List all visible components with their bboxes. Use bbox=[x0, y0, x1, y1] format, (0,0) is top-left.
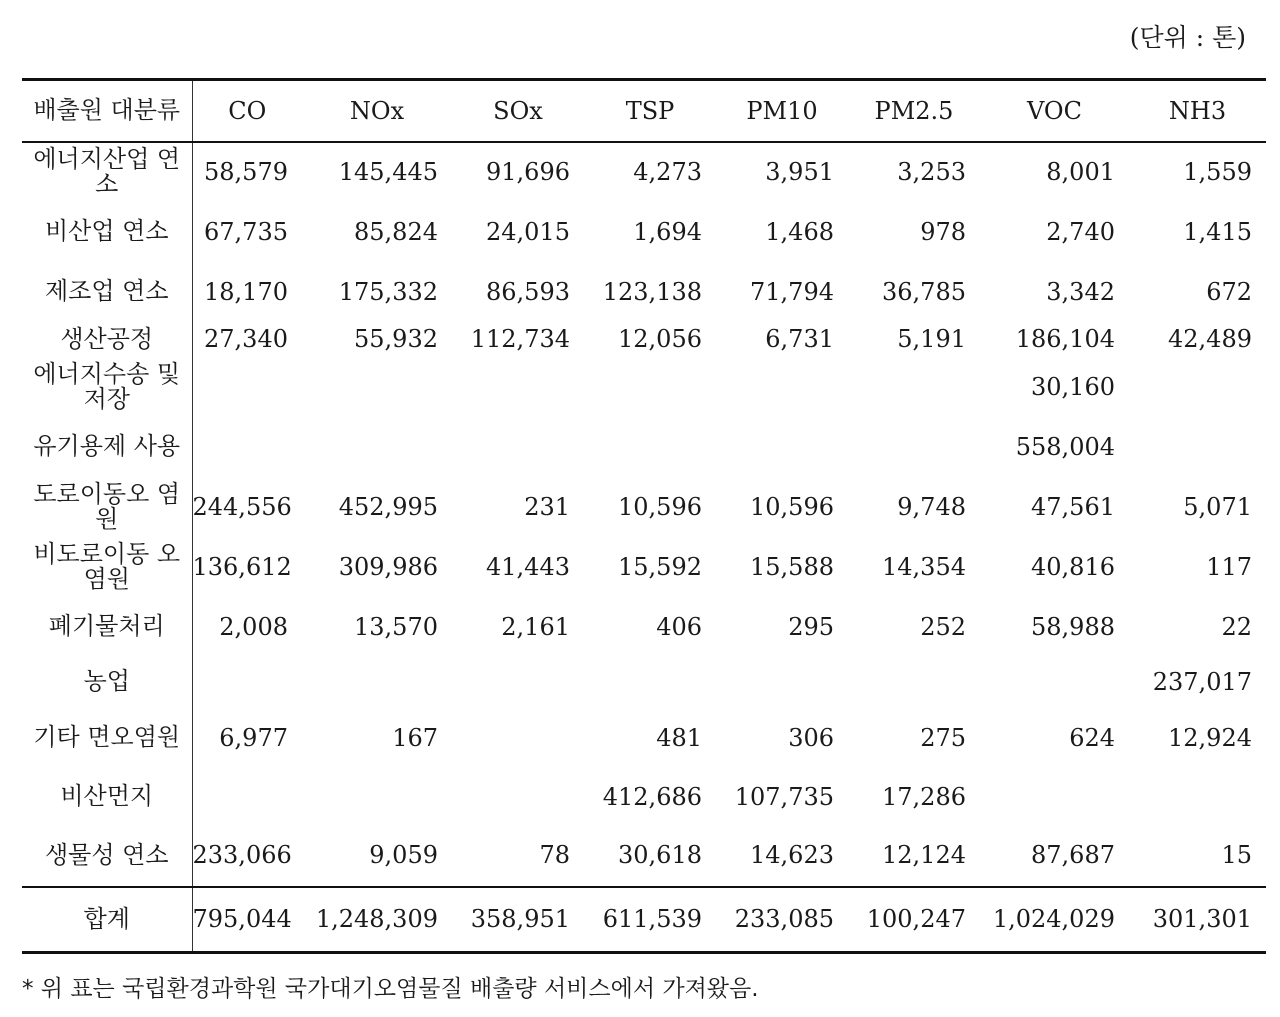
table-cell: 145,445 bbox=[338, 158, 438, 186]
table-cell: 18,170 bbox=[204, 277, 288, 306]
table-cell: 55,932 bbox=[354, 325, 438, 353]
table-cell: 309,986 bbox=[338, 552, 438, 581]
table-cell: 14,623 bbox=[750, 841, 834, 869]
table-cell: 558,004 bbox=[1015, 432, 1115, 461]
table-row bbox=[22, 707, 1266, 769]
row-category: 유기용제 사용 bbox=[22, 417, 192, 477]
total-label: 합계 bbox=[22, 887, 192, 953]
table-cell bbox=[302, 657, 452, 707]
table-row bbox=[22, 202, 1266, 262]
row-category: 비산먼지 bbox=[22, 769, 192, 825]
table-cell bbox=[848, 417, 980, 477]
table-cell: 275 bbox=[920, 723, 966, 752]
table-cell: 85,824 bbox=[354, 217, 438, 246]
table-cell: 252 bbox=[920, 612, 966, 641]
table-cell: 91,696 bbox=[486, 158, 570, 186]
table-cell: 8,001 bbox=[1046, 158, 1115, 186]
table-cell: 672 bbox=[1206, 277, 1252, 306]
table-cell: 1,559 bbox=[1183, 158, 1252, 186]
table-cell bbox=[452, 769, 584, 825]
header-tsp: TSP bbox=[584, 80, 716, 142]
total-cell: 358,951 bbox=[452, 887, 584, 953]
table-cell: 27,340 bbox=[204, 325, 288, 353]
unit-label: (단위 : 톤) bbox=[1129, 23, 1246, 52]
table-cell: 12,124 bbox=[882, 841, 966, 869]
table-cell: 22 bbox=[1221, 612, 1252, 641]
table-cell: 2,161 bbox=[501, 612, 570, 641]
emissions-table bbox=[22, 78, 1266, 954]
table-cell bbox=[584, 357, 716, 417]
table-cell: 12,924 bbox=[1168, 723, 1252, 752]
row-category: 생산공정 bbox=[22, 322, 192, 357]
total-cell: 795,044 bbox=[192, 887, 302, 953]
row-category: 제조업 연소 bbox=[22, 262, 192, 322]
table-cell: 295 bbox=[788, 612, 834, 641]
table-cell: 12,056 bbox=[618, 325, 702, 353]
table-cell: 412,686 bbox=[602, 782, 702, 811]
table-cell bbox=[302, 417, 452, 477]
table-cell bbox=[584, 657, 716, 707]
header-sox: SOx bbox=[452, 80, 584, 142]
table-cell: 6,731 bbox=[765, 325, 834, 353]
table-cell: 15,592 bbox=[618, 552, 702, 581]
table-cell: 2,740 bbox=[1046, 217, 1115, 246]
table-cell: 67,735 bbox=[204, 217, 288, 246]
table-cell: 42,489 bbox=[1168, 325, 1252, 353]
table-cell: 136,612 bbox=[192, 552, 292, 581]
table-row bbox=[22, 262, 1266, 322]
table-cell bbox=[302, 769, 452, 825]
table-cell: 24,015 bbox=[486, 217, 570, 246]
table-cell: 978 bbox=[920, 217, 966, 246]
header-co: CO bbox=[192, 80, 302, 142]
table-row bbox=[22, 825, 1266, 887]
row-category: 기타 면오염원 bbox=[22, 707, 192, 769]
table-cell bbox=[980, 769, 1129, 825]
table-row bbox=[22, 142, 1266, 202]
table-cell bbox=[1129, 357, 1266, 417]
table-cell bbox=[1129, 769, 1266, 825]
total-cell: 1,024,029 bbox=[980, 887, 1129, 953]
table-cell bbox=[302, 357, 452, 417]
header-pm25: PM2.5 bbox=[848, 80, 980, 142]
row-category: 비산업 연소 bbox=[22, 202, 192, 262]
table-cell: 30,618 bbox=[618, 841, 702, 869]
table-cell: 15,588 bbox=[750, 552, 834, 581]
table-cell: 10,596 bbox=[618, 492, 702, 521]
table-cell bbox=[452, 657, 584, 707]
table-cell: 13,570 bbox=[354, 612, 438, 641]
header-nh3: NH3 bbox=[1129, 80, 1266, 142]
table-row bbox=[22, 769, 1266, 825]
table-row bbox=[22, 357, 1266, 417]
table-cell: 231 bbox=[524, 492, 570, 521]
footnote: * 위 표는 국립환경과학원 국가대기오염물질 배출량 서비스에서 가져왔음. bbox=[22, 976, 759, 1002]
table-cell: 112,734 bbox=[470, 325, 570, 353]
table-cell: 14,354 bbox=[882, 552, 966, 581]
table-cell: 306 bbox=[788, 723, 834, 752]
table-cell: 1,415 bbox=[1183, 217, 1252, 246]
table-cell bbox=[192, 357, 302, 417]
table-cell bbox=[452, 417, 584, 477]
table-cell: 452,995 bbox=[338, 492, 438, 521]
total-row bbox=[22, 887, 1266, 953]
table-row bbox=[22, 417, 1266, 477]
table-cell: 58,988 bbox=[1031, 612, 1115, 641]
total-cell: 233,085 bbox=[716, 887, 848, 953]
total-cell: 301,301 bbox=[1129, 887, 1266, 953]
total-cell: 100,247 bbox=[848, 887, 980, 953]
table-row bbox=[22, 477, 1266, 537]
table-cell: 78 bbox=[539, 841, 570, 869]
header-nox: NOx bbox=[302, 80, 452, 142]
table-cell: 6,977 bbox=[219, 723, 288, 752]
table-row bbox=[22, 322, 1266, 357]
table-cell: 107,735 bbox=[734, 782, 834, 811]
table-cell: 41,443 bbox=[486, 552, 570, 581]
table-row bbox=[22, 657, 1266, 707]
table-cell: 47,561 bbox=[1031, 492, 1115, 521]
table-cell: 117 bbox=[1206, 552, 1252, 581]
table-cell: 36,785 bbox=[882, 277, 966, 306]
table-cell: 244,556 bbox=[192, 492, 292, 521]
table-cell: 167 bbox=[392, 723, 438, 752]
table-cell bbox=[716, 657, 848, 707]
table-cell: 30,160 bbox=[1031, 372, 1115, 401]
row-category: 도로이동오 염원 bbox=[22, 477, 192, 537]
table-cell: 9,059 bbox=[369, 841, 438, 869]
table-cell bbox=[1129, 417, 1266, 477]
total-cell: 611,539 bbox=[584, 887, 716, 953]
row-category: 폐기물처리 bbox=[22, 597, 192, 657]
table-cell: 2,008 bbox=[219, 612, 288, 641]
table-cell: 1,468 bbox=[765, 217, 834, 246]
table-cell: 406 bbox=[656, 612, 702, 641]
table-cell: 9,748 bbox=[897, 492, 966, 521]
table-cell: 3,342 bbox=[1046, 277, 1115, 306]
table-cell: 58,579 bbox=[204, 158, 288, 186]
table-cell: 3,951 bbox=[765, 158, 834, 186]
table-cell bbox=[452, 707, 584, 769]
table-cell bbox=[192, 769, 302, 825]
header-pm10: PM10 bbox=[716, 80, 848, 142]
table-cell: 3,253 bbox=[897, 158, 966, 186]
table-cell bbox=[980, 657, 1129, 707]
table-cell: 10,596 bbox=[750, 492, 834, 521]
table-cell: 237,017 bbox=[1152, 667, 1252, 696]
table-cell bbox=[192, 657, 302, 707]
table-cell bbox=[584, 417, 716, 477]
total-cell: 1,248,309 bbox=[302, 887, 452, 953]
table-cell bbox=[192, 417, 302, 477]
table-cell: 40,816 bbox=[1031, 552, 1115, 581]
table-cell: 5,071 bbox=[1183, 492, 1252, 521]
table-cell bbox=[716, 357, 848, 417]
row-category: 농업 bbox=[22, 657, 192, 707]
table-cell: 186,104 bbox=[1015, 325, 1115, 353]
table-cell bbox=[848, 657, 980, 707]
table-cell bbox=[848, 357, 980, 417]
table-row bbox=[22, 597, 1266, 657]
row-category: 생물성 연소 bbox=[22, 825, 192, 887]
table-cell: 15 bbox=[1221, 841, 1252, 869]
table-cell: 1,694 bbox=[633, 217, 702, 246]
table-cell: 71,794 bbox=[750, 277, 834, 306]
table-cell: 481 bbox=[656, 723, 702, 752]
table-cell: 87,687 bbox=[1031, 841, 1115, 869]
table-cell: 5,191 bbox=[897, 325, 966, 353]
header-voc: VOC bbox=[980, 80, 1129, 142]
table-cell: 17,286 bbox=[882, 782, 966, 811]
row-category: 에너지산업 연소 bbox=[22, 142, 192, 202]
table-cell: 175,332 bbox=[338, 277, 438, 306]
table-row bbox=[22, 537, 1266, 597]
header-row bbox=[22, 80, 1266, 142]
row-category: 비도로이동 오염원 bbox=[22, 537, 192, 597]
table-cell: 123,138 bbox=[602, 277, 702, 306]
header-category: 배출원 대분류 bbox=[22, 80, 192, 142]
table-cell bbox=[452, 357, 584, 417]
row-category: 에너지수송 및 저장 bbox=[22, 357, 192, 417]
table-cell: 233,066 bbox=[192, 841, 292, 869]
table-cell: 86,593 bbox=[486, 277, 570, 306]
table-cell bbox=[716, 417, 848, 477]
table-cell: 624 bbox=[1069, 723, 1115, 752]
table-cell: 4,273 bbox=[633, 158, 702, 186]
